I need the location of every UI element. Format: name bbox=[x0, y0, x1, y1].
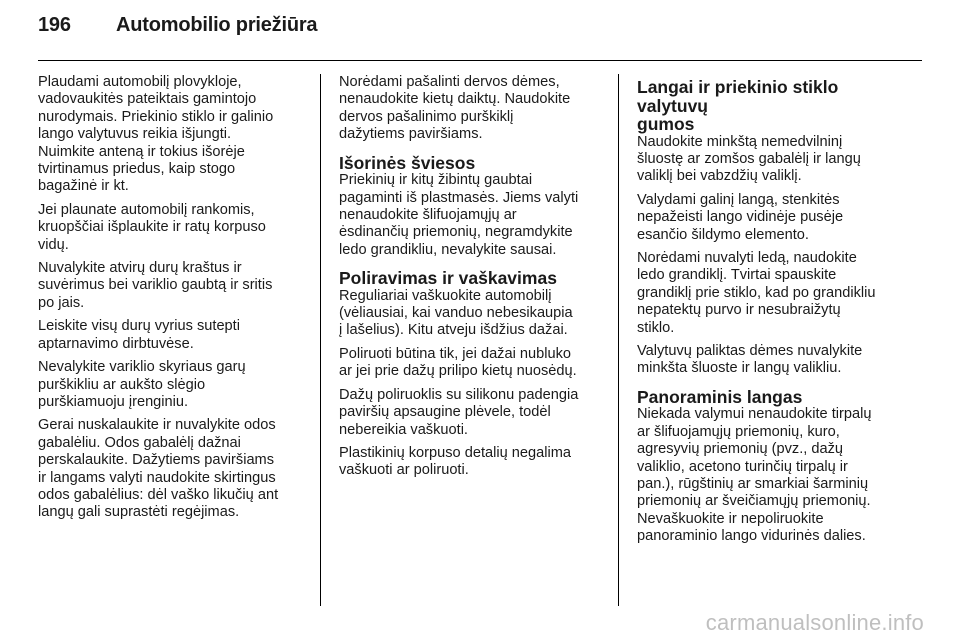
paragraph: Priekinių ir kitų žibintų gaubtai pagaminti iš plastmasės. Jiems valyti nenaudokite šlifuojamųjų ar ėsdinančių priemonių, negramdykite ledo grandikliu, nevalykite sausai. bbox=[339, 172, 579, 258]
column-2 bbox=[339, 74, 607, 486]
section-heading-windows-wipers: Langai ir priekinio stiklo valytuvų gumos bbox=[637, 77, 839, 134]
paragraph: Poliruoti būtina tik, jei dažai nubluko ar jei prie dažų prilipo kietų nuosėdų. bbox=[339, 345, 577, 380]
paragraph: Reguliariai vaškuokite automobilį (vėliausiai, kai vanduo nebesikaupia į lašelius). Kitu atveju išdžius dažai. bbox=[339, 287, 573, 339]
column-divider bbox=[618, 74, 619, 606]
page-number: 196 bbox=[38, 14, 71, 36]
page-title: Automobilio priežiūra bbox=[116, 14, 318, 36]
paragraph: Norėdami nuvalyti ledą, naudokite ledo grandiklį. Tvirtai spauskite grandiklį prie stiklo, kad po grandikliu nepatektų purvo ir nesubraižytų stiklo. bbox=[637, 249, 876, 336]
paragraph: Norėdami pašalinti dervos dėmes, nenaudokite kietų daiktų. Naudokite dervos pašalinimo purškiklį dažytiems paviršiams. bbox=[339, 74, 571, 143]
paragraph: Plastikinių korpuso detalių negalima vaškuoti ar poliruoti. bbox=[339, 444, 572, 479]
column-1 bbox=[38, 74, 306, 528]
paragraph: Plaudami automobilį plovykloje, vadovaukitės pateiktais gamintojo nurodymais. Priekinio stiklo ir galinio lango valytuvus reikia išjungti. Nuimkite anteną ir tokius išorėje tvirtinamus priedus, kaip stogo bagažinė ir kt. bbox=[38, 74, 274, 195]
paragraph: Dažų poliruoklis su silikonu padengia paviršių apsaugine plėvele, todėl nebereikia vaškuoti. bbox=[339, 386, 579, 438]
paragraph: Nevalykite variklio skyriaus garų purškikliu ar aukšto slėgio purškiamuoju įrenginiu. bbox=[38, 359, 246, 410]
header-rule bbox=[38, 60, 922, 61]
page-header bbox=[38, 14, 317, 48]
paragraph: Leiskite visų durų vyrius sutepti aptarnavimo dirbtuvėse. bbox=[38, 318, 240, 352]
section-heading-polishing-waxing: Poliravimas ir vaškavimas bbox=[339, 268, 557, 289]
paragraph: Naudokite minkštą nemedvilninį šluostę ar zomšos gabalėlį ir langų valiklį bei vabzdžių valiklį. bbox=[637, 133, 861, 185]
paragraph: Nuvalykite atvirų durų kraštus ir suvėrimus bei variklio gaubtą ir sritis po jais. bbox=[38, 260, 273, 311]
paragraph: Valydami galinį langą, stenkitės nepažeisti lango vidinėje pusėje esančio šildymo elemento. bbox=[637, 191, 844, 243]
column-divider bbox=[320, 74, 321, 606]
column-3 bbox=[637, 74, 909, 552]
paragraph: Niekada valymui nenaudokite tirpalų ar šlifuojamųjų priemonių, kuro, agresyvių priemonių (pvz., dažų valiklio, acetono turinčių tirpalų ir pan.), rūgštinių ar smarkiai šarminių priemonių ar šveičiamųjų priemonių. Nevaškuokite ir nepoliruokite panoraminio lango vidurinės dalies. bbox=[637, 406, 872, 545]
section-heading-exterior-lights: Išorinės šviesos bbox=[339, 152, 476, 173]
paragraph: Valytuvų paliktas dėmes nuvalykite minkšta šluoste ir langų valikliu. bbox=[637, 342, 863, 377]
section-heading-panoramic-window: Panoraminis langas bbox=[637, 386, 803, 407]
paragraph: Gerai nuskalaukite ir nuvalykite odos gabalėliu. Odos gabalėlį dažnai perskalaukite. Dažytiems paviršiams ir langams valyti naudokite skirtingus odos gabalėlius: dėl vaško likučių ant langų gali suprastėti regėjimas. bbox=[38, 417, 279, 521]
watermark: carmanualsonline.info bbox=[705, 610, 924, 635]
paragraph: Jei plaunate automobilį rankomis, kruopščiai išplaukite ir ratų korpuso vidų. bbox=[38, 201, 266, 253]
